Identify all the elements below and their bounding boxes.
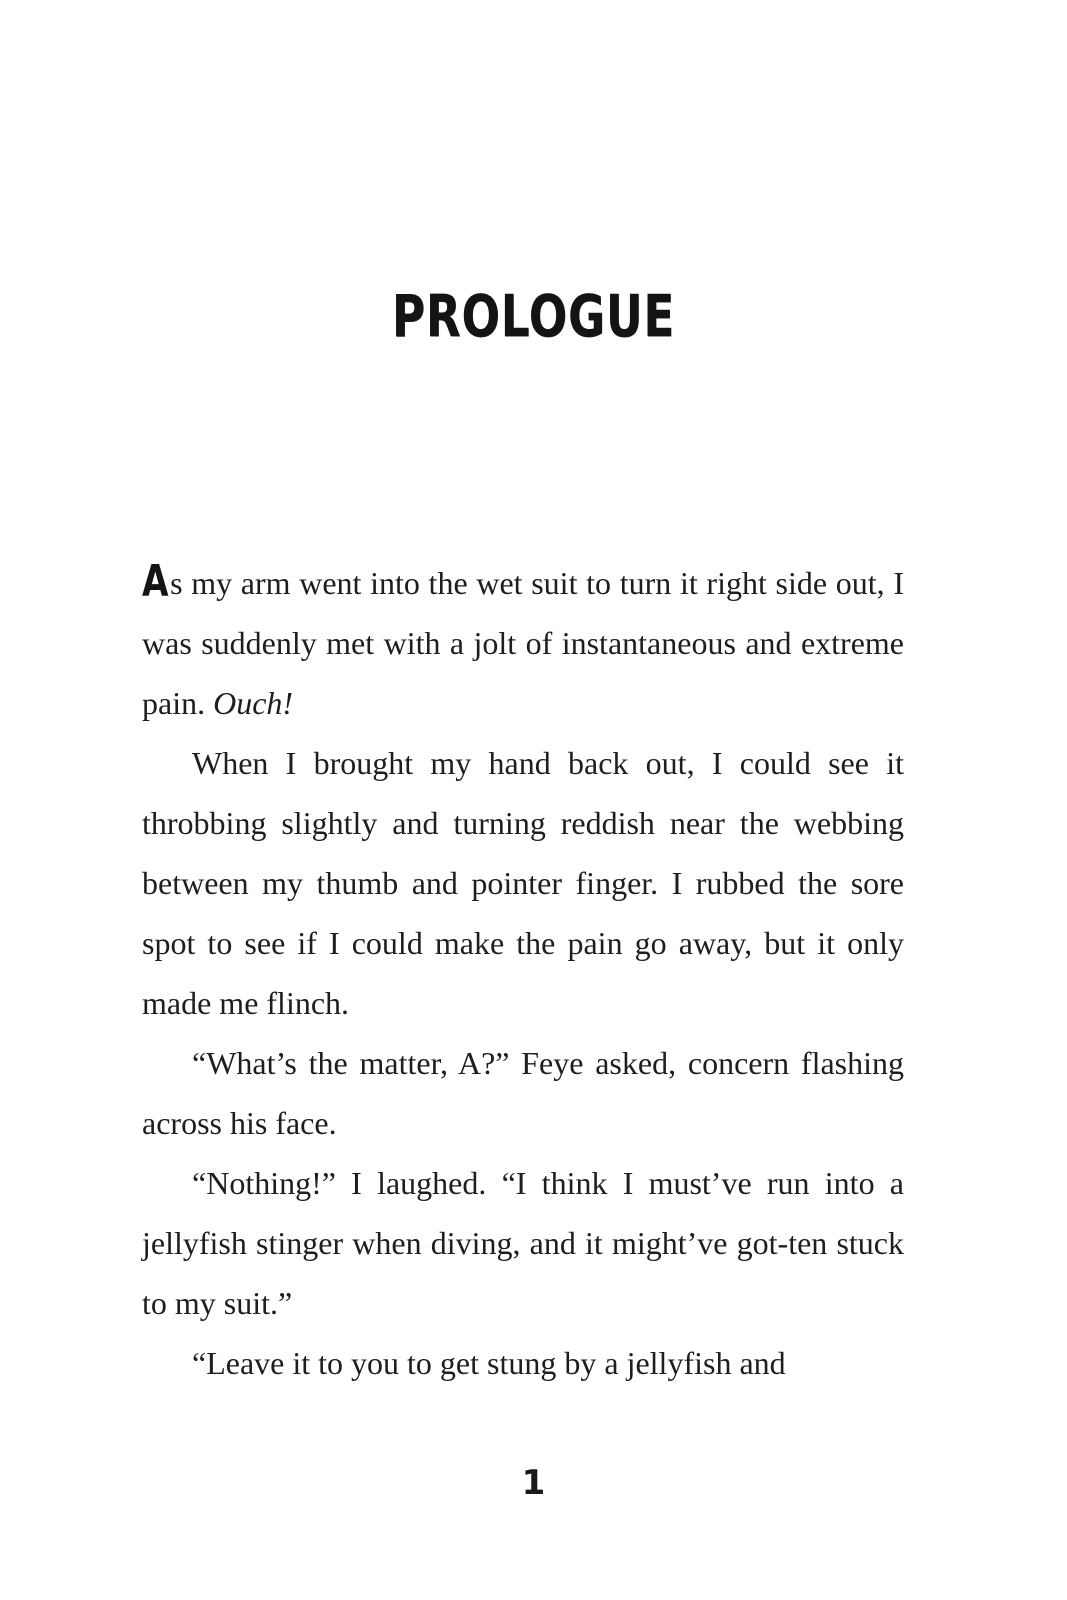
paragraph-2: When I brought my hand back out, I could see it throbbing slightly and turning reddish near the webbing between my thumb and pointer finger. I rubbed the sore spot to see if I could make the pain go away, but it only made me flinch. [142,745,904,1021]
chapter-title: PROLOGUE [391,281,676,350]
paragraph-1 [142,553,904,733]
paragraph-3: “What’s the matter, A?” Feye asked, concern flashing across his face. [142,1045,904,1141]
paragraph-1-text: s my arm went into the wet suit to turn it right side out, I was suddenly met with a jolt of instantaneous and extreme pain. [142,565,904,721]
paragraph-1-emphasis: Ouch! [213,685,294,721]
paragraph-4: “Nothing!” I laughed. “I think I must’ve run into a jellyfish stinger when diving, and it might’ve got-ten stuck to my suit.” [142,1165,904,1321]
page-number: 1 [521,1463,546,1503]
paragraph-5: “Leave it to you to get stung by a jellyfish and [192,1345,786,1381]
drop-initial: A [142,556,169,607]
body-text [142,553,904,1393]
